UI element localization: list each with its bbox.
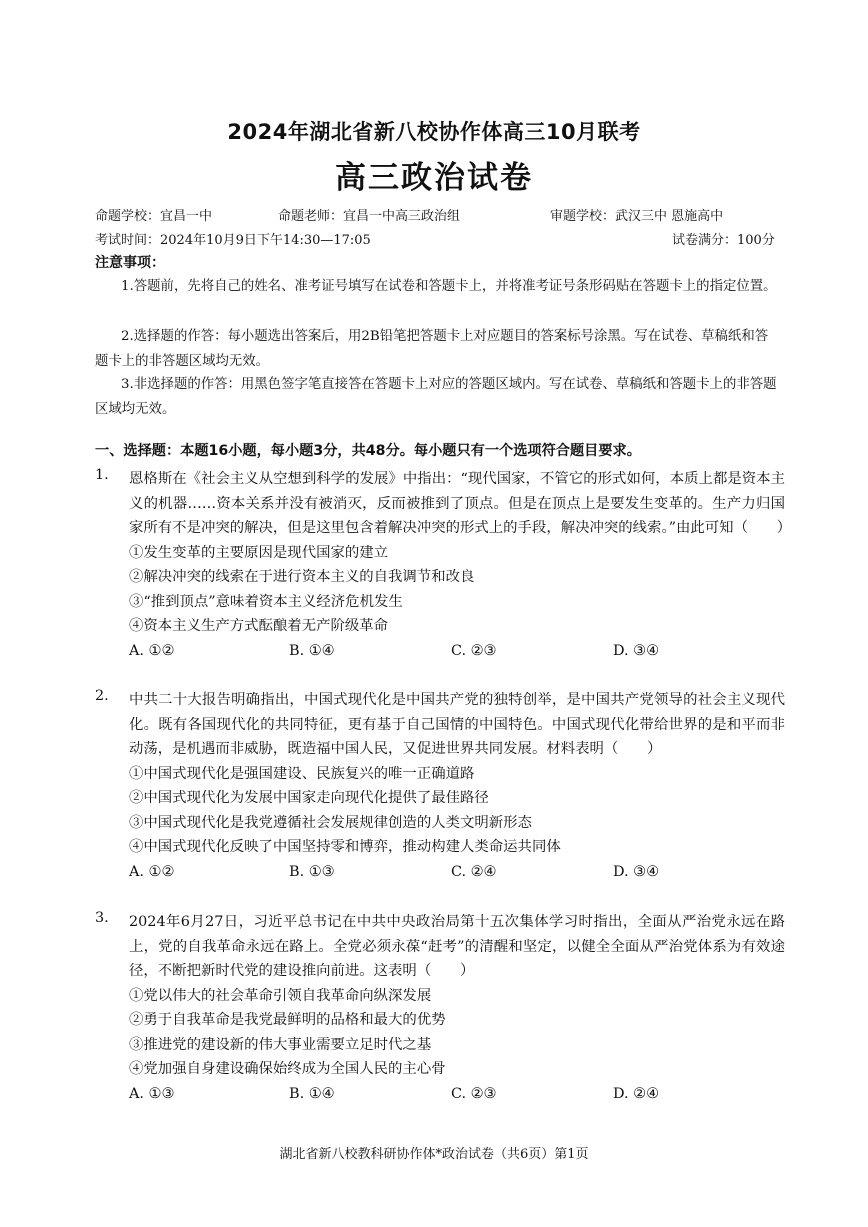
choice-a: A. ①② <box>129 863 175 880</box>
question-option: ②解决冲突的线索在于进行资本主义的自我调节和改良 <box>129 569 475 585</box>
question-option: ③中国式现代化是我党遵循社会发展规律创造的人类文明新形态 <box>129 814 532 831</box>
choice-a: A. ①② <box>129 642 175 659</box>
question <box>95 910 785 1106</box>
notice-item-text: 3.非选择题的作答：用黑色签字笔直接答在答题卡上对应的答题区域内。写在试卷、草稿纸和答题卡上的非答题区域均无效。 <box>95 377 777 417</box>
question-option: ①中国式现代化是强国建设、民族复兴的唯一正确道路 <box>129 765 475 782</box>
notice-item <box>95 372 780 422</box>
question-number: 3. <box>95 910 109 926</box>
question-stem: 恩格斯在《社会主义从空想到科学的发展》中指出：“现代国家，不管它的形式如何，本质上都是资本主义的机器……资本关系并没有被消灭，反而被推到了顶点。但是在顶点上是要发生变革的。生产力归国家所有不是冲突的解决，但是这里包含着解决冲突的形式上的手段，解决冲突的线索。”由此可知（ ） <box>129 471 792 536</box>
notice-item-text: 1.答题前，先将自己的姓名、准考证号填写在试卷和答题卡上，并将准考证号条形码贴在答题卡上的指定位置。 <box>121 279 777 294</box>
question-option: ④资本主义生产方式酝酿着无产阶级革命 <box>129 618 389 634</box>
choice-d: D. ③④ <box>613 642 659 659</box>
reviewer-school: 审题学校：武汉三中 恩施高中 <box>550 209 724 224</box>
question-option: ④党加强自身建设确保始终成为全国人民的主心骨 <box>129 1061 446 1077</box>
question-number: 2. <box>95 688 109 704</box>
choice-b: B. ①③ <box>289 863 335 880</box>
choice-a: A. ①③ <box>129 1085 175 1102</box>
choice-c: C. ②③ <box>451 1085 497 1102</box>
proposer-school: 命题学校：宜昌一中 <box>95 209 213 224</box>
choice-b: B. ①④ <box>289 642 335 659</box>
question-option: ①发生变革的主要原因是现代国家的建立 <box>129 544 389 561</box>
notice-item <box>95 274 780 299</box>
notice-item-text: 2.选择题的作答：每小题选出答案后，用2B铅笔把答题卡上对应题目的答案标号涂黑。写在试卷、草稿纸和答题卡上的非答题区域均无效。 <box>95 329 769 369</box>
question-option: ②勇于自我革命是我党最鲜明的品格和最大的优势 <box>129 1012 446 1028</box>
choice-c: C. ②③ <box>451 642 497 659</box>
exam-title: 2024年湖北省新八校协作体高三10月联考 <box>227 120 641 144</box>
question-number: 1. <box>95 467 109 483</box>
notice-heading: 注意事项： <box>95 255 165 271</box>
question-option: ④中国式现代化反映了中国坚持零和博弈，推动构建人类命运共同体 <box>129 839 561 855</box>
question-stem: 2024年6月27日，习近平总书记在中共中央政治局第十五次集体学习时指出，全面从严治党永远在路上，党的自我革命永远在路上。全党必须永葆“赶考”的清醒和坚定，以健全全面从严治党体系为有效途径，不断把新时代党的建设推向前进。这表明（ ） <box>129 914 785 979</box>
question-option: ③“推到顶点”意味着资本主义经济危机发生 <box>129 593 403 610</box>
question-option: ①党以伟大的社会革命引领自我革命向纵深发展 <box>129 987 432 1004</box>
full-score: 试卷满分：100分 <box>672 233 775 248</box>
answer-choices <box>129 1082 785 1106</box>
question <box>95 467 792 663</box>
choice-b: B. ①④ <box>289 1085 335 1102</box>
section-heading: 一、选择题：本题16小题，每小题3分，共48分。每小题只有一个选项符合题目要求。 <box>95 443 641 459</box>
question-stem: 中共二十大报告明确指出，中国式现代化是中国共产党的独特创举，是中国共产党领导的社会主义现代化。既有各国现代化的共同特征，更有基于自己国情的中国特色。中国式现代化带给世界的是和平而非动荡，是机遇而非威胁，既造福中国人民，又促进世界共同发展。材料表明（ ） <box>129 692 785 757</box>
notice-item <box>95 324 780 374</box>
answer-choices <box>129 860 785 884</box>
exam-time: 考试时间：2024年10月9日下午14:30—17:05 <box>95 233 371 248</box>
question-option: ②中国式现代化为发展中国家走向现代化提供了最佳路径 <box>129 790 489 806</box>
exam-subtitle: 高三政治试卷 <box>335 160 533 196</box>
choice-d: D. ③④ <box>613 863 659 880</box>
choice-d: D. ②④ <box>613 1085 659 1102</box>
question-option: ③推进党的建设新的伟大事业需要立足时代之基 <box>129 1036 432 1053</box>
choice-c: C. ②④ <box>451 863 497 880</box>
proposer-teacher: 命题老师：宜昌一中高三政治组 <box>278 209 461 224</box>
answer-choices <box>129 639 785 663</box>
question <box>95 688 785 884</box>
page-footer: 湖北省新八校教科研协作体*政治试卷（共6页）第1页 <box>279 1147 589 1162</box>
